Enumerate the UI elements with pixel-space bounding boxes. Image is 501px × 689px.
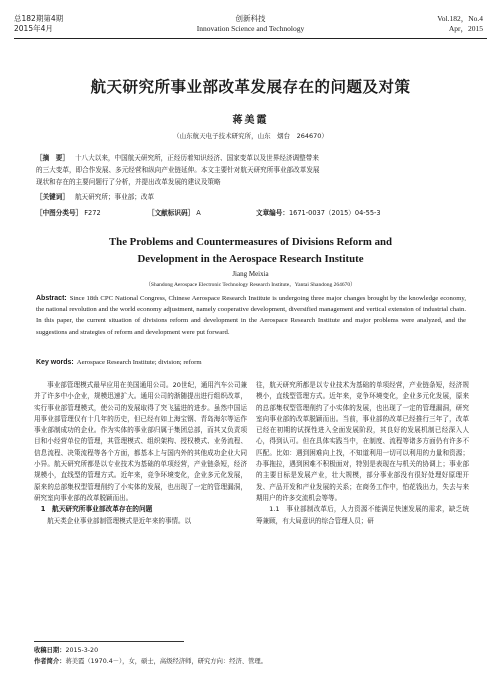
abstract-zh-line-3: 现状和存在的主要问题行了分析，并提出改革发展的建议及策略 [36,178,221,186]
abstract-zh-line-2: 的三大变革，即合作发展、多元经营和纵向产业链延伸。本文主要针对航天研究所事业部改革发展 [36,166,320,174]
affiliation-zh: （山东航天电子技术研究所，山东 烟台 264670） [173,132,328,140]
abstract-zh [36,152,466,188]
received-value: 2015-3-20 [65,647,99,654]
paper-title-zh: 航天研究所事业部改革发展存在的问题及对策 [90,78,411,96]
journal-name-en: Innovation Science and Technology [196,24,305,33]
journal-name-zh: 创新科技 [235,14,266,23]
abstract-zh-label: ［摘 要］ [36,154,69,162]
volume-date: Apr，2015 [448,24,483,33]
keywords-zh [36,191,466,201]
body-paragraph: 航天类企业事业部制管理模式是近年来的事情。以 [47,516,192,525]
keywords-zh-text: 航天研究所；事业部；改革 [74,193,155,201]
body-paragraph: 事业部管理模式最早应用在美国通用公司。20世纪，通用汽车公司兼并了许多中小企业，规模迅速扩大。通用公司的渐随提出进行组织改革，实行事业部管理模式，使公司的发展取得了突飞猛进的进步。虽然中国运用事业部管理仅有十几年的历史，但已经有如上海宝钢、青岛海尔等运作事业部制成功的企业。作为实体的事业部归属于集团总部，而其又负责项目和小经营单位的管理，其管理模式、组织架构、授权模式、业务流程、信息流程、决策流程等各个方面，都基本上与国内外的其他成功企业大同小异。航天研究所都是以专业技术为基础的单项经营，产业链条短，经济规模小，直线型的管理方式。近年来，竞争环境变化，企业多元化发展，原来的总部集权型管理削约了小实体的发展，也出现了一定的管理漏洞，研究室向事业部的改革脱颖而出。 [34,381,247,502]
paper-title-en-line-1: The Problems and Countermeasures of Divisions Reform and [108,236,393,248]
paper-title-en [0,234,501,268]
volume-info [437,14,483,34]
footnote [34,645,464,667]
running-header [0,10,501,40]
document-code [148,207,201,217]
author-bio-value: 蒋美霞（1970.4－），女，硕士，高级经济师，研究方向：经济、管理。 [65,658,267,665]
body-column-right [256,380,469,527]
footnote-divider [34,641,184,642]
paper-title-en-line-2: Development in the Aerospace Research Institute [137,253,364,265]
section-heading: 1 航天研究所事业部改革存在的问题 [40,505,153,514]
keywords-zh-label: ［关键词］ [36,193,69,201]
volume-number: Vol.182，No.4 [437,14,483,23]
doc-label: ［文献标识码］ [148,209,195,217]
abstract-en-label: Abstract: [36,295,67,302]
author-name-en: Jiang Meixia [232,270,269,278]
author-name-zh: 蒋美霞 [232,115,269,126]
affiliation-en: （Shandong Aerospace Electronic Technology Research Institute，Yantai Shandong 264670） [145,282,356,288]
author-bio-label: 作者简介： [34,658,66,665]
clc-label: ［中图分类号］ [36,209,83,217]
abstract-en [36,293,466,338]
doc-value: A [196,209,201,217]
journal-name [0,14,501,34]
header-divider [14,38,487,39]
author-bio [34,656,464,667]
body-paragraph: 往，航天研究所都是以专业技术为基础的单项经营，产业链条短，经济规模小，直线型管理方式。近年来，竞争环境变化，企业多元化发展，原来的总部集权型管理削约了小实体的发展，也出现了一定的管理漏洞，研究室向事业部的改革脱颖而出。当前，事业部的改革已经推行三年了，改革已经在初期的试探性进入全面发展阶段，其良好的发展机制已经深入人心，得到认可。但在具体实践当中，在制度、流程等诸多方面仍有许多不匹配。比如：遇到困难向上找，不知道利用一切可以利用的力量和资源；办事拖拉，遇到困难不积极面对，特别是表现在与机关的协调上；事业部的主要目标是发展产业，壮大规模，部分事业部没有很好处理好原理开发、产品开发和产业发展的关系；在商务工作中，怕花钱出力，失去与来期用户的许多交流机会等等。 [256,381,469,502]
body-column-left [34,380,247,527]
article-value: 1671-0037（2015）04-55-3 [288,209,381,217]
issue-number: 总182期第4期 [14,14,64,23]
received-date [34,645,464,656]
clc-code [36,207,101,217]
abstract-en-text: Since 18th CPC National Congress, Chinese Aerospace Research Institute is undergoing three major changes brought by the knowledge economy, the national revolution and the world economy adjustment, namely cooperative development, diversified management and vertical extension of industrial chain. In this paper, the current situation of divisions reform and development in the Aerospace Research Institute and major problems were analyzed, and the suggestions and strategies of reform and development were put forward. [36,295,466,336]
subsection-paragraph: 1.1 事业部制改革后，人力资源不能满足快速发展的需求，缺乏统筹兼顾，有大局意识的综合管理人员；研 [256,505,469,525]
keywords-en-label: Key words: [36,359,74,366]
keywords-en [36,359,466,366]
article-label: 文章编号： [256,209,289,217]
article-number [256,207,381,217]
keywords-en-text: Aerospace Research Institute; division; reform [76,359,202,366]
abstract-zh-line-1: 十八大以来，中国航天研究所，正经历着知识经济、国家变革以及世界经济调整带来 [74,154,319,162]
received-label: 收稿日期： [34,647,66,654]
issue-date: 2015年4月 [14,24,53,33]
clc-value: F272 [84,209,101,217]
